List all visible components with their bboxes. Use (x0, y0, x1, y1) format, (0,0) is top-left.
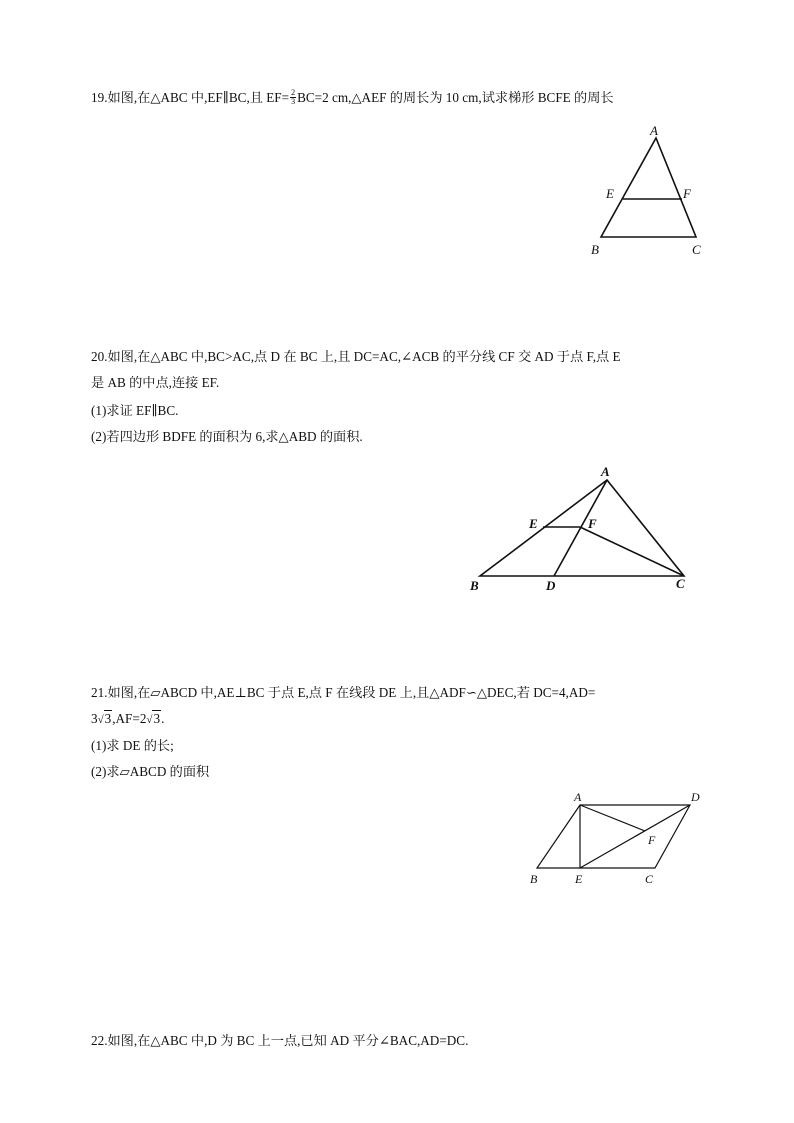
problem-number: 22. (91, 1033, 108, 1048)
segment-cf (580, 527, 684, 576)
problem-22-statement: 22.如图,在△ABC 中,D 为 BC 上一点,已知 AD 平分∠BAC,AD=DC. (91, 1033, 469, 1048)
problem-20-sub2: (2)若四边形 BDFE 的面积为 6,求△ABD 的面积. (91, 429, 363, 444)
label-b: B (470, 578, 479, 593)
problem-21-sub2: (2)求▱ABCD 的面积 (91, 764, 210, 779)
label-a: A (650, 123, 658, 138)
label-a: A (601, 464, 610, 479)
label-c: C (645, 872, 654, 886)
problem-21-sub1: (1)求 DE 的长; (91, 738, 174, 753)
label-e: E (529, 516, 538, 531)
fraction: $\frac{2}{3}$ (291, 88, 296, 107)
problem-20-figure (466, 460, 696, 600)
problem-20-statement-line2: 是 AB 的中点,连接 EF. (91, 375, 220, 390)
segment-af (580, 805, 645, 831)
problem-number: 21. (91, 685, 108, 700)
segment-de (580, 805, 690, 868)
label-b: B (530, 872, 538, 886)
label-e: E (575, 872, 583, 886)
label-d: D (546, 578, 556, 593)
label-b: B (591, 242, 599, 257)
problem-21-statement-line2: 3√3,AF=2√3. (91, 710, 164, 729)
problem-number: 19. (91, 90, 108, 105)
label-c: C (676, 576, 685, 591)
problem-21-statement-line1: 21.如图,在▱ABCD 中,AE⊥BC 于点 E,点 F 在线段 DE 上,且△ADF∽△DEC,若 DC=4,AD= (91, 685, 596, 700)
label-e: E (606, 186, 614, 201)
problem-19-statement: 19.如图,在△ABC 中,EF∥BC,且 EF= $\frac{2}{3}$ BC=2 cm,△AEF 的周长为 10 cm,试求梯形 BCFE 的周长 (91, 88, 614, 107)
problem-20-statement-line1: 20.如图,在△ABC 中,BC>AC,点 D 在 BC 上,且 DC=AC,∠ACB 的平分线 CF 交 AD 于点 F,点 E (91, 349, 621, 364)
label-a: A (574, 790, 582, 804)
problem-number: 20. (91, 349, 108, 364)
sqrt-expression: √3 (146, 711, 161, 726)
label-d: D (691, 790, 700, 804)
parallelogram-abcd (537, 805, 690, 868)
problem-20-sub1: (1)求证 EF∥BC. (91, 403, 179, 418)
problem-21-figure (522, 786, 712, 890)
sqrt-expression: √3 (97, 711, 112, 726)
triangle-abc (601, 138, 696, 237)
label-f: F (588, 516, 597, 531)
label-c: C (692, 242, 701, 257)
label-f: F (683, 186, 691, 201)
problem-19-figure (588, 122, 708, 262)
label-f: F (648, 833, 656, 847)
